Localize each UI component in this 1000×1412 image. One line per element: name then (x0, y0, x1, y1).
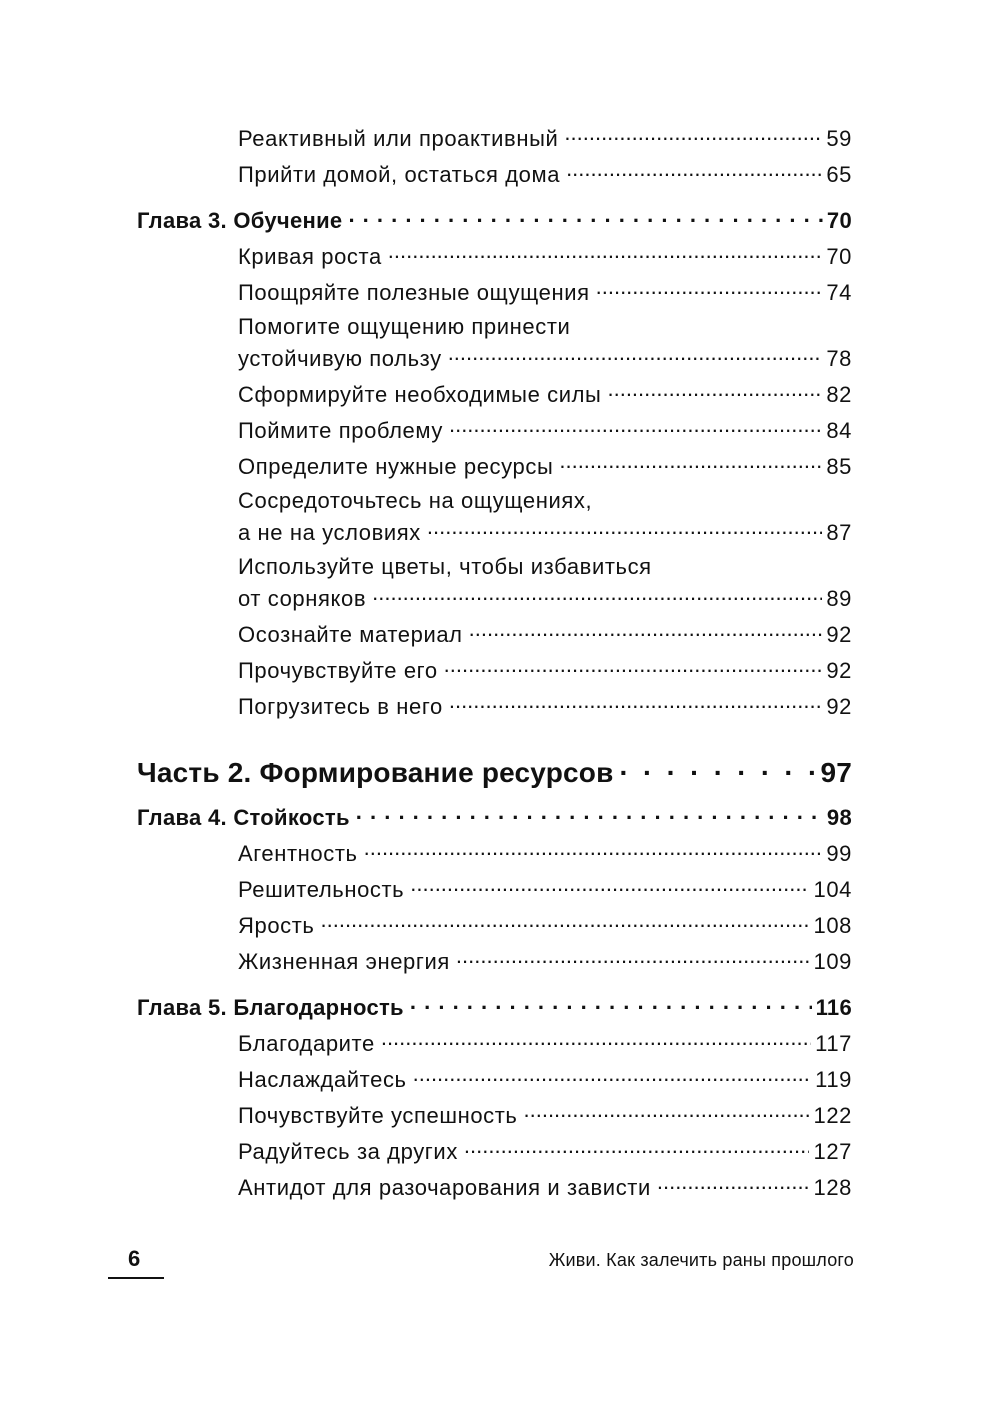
toc-entry-page: 65 (826, 162, 852, 187)
toc-entry (238, 947, 852, 975)
leader-dots (356, 803, 823, 825)
page-number-underline (108, 1277, 164, 1279)
toc-entry-page: 109 (813, 949, 852, 974)
page-number: 6 (128, 1246, 141, 1271)
toc-entry-page: 127 (813, 1139, 852, 1164)
leader-dots (566, 160, 822, 182)
toc-entry-page: 59 (826, 126, 852, 151)
toc-entry-page: 104 (813, 877, 852, 902)
toc-entry-title: Прочувствуйте его (238, 658, 438, 683)
toc-entry-title: Прийти домой, остаться дома (238, 162, 561, 187)
toc-entry-page: 99 (826, 841, 852, 866)
toc-entry-page: 85 (826, 454, 852, 479)
toc-entry-page: 128 (813, 1175, 852, 1200)
toc-chapter (137, 993, 852, 1021)
leader-dots (410, 993, 812, 1015)
toc-entry-title: Поймите проблему (238, 418, 443, 443)
toc-entry-title: Сформируйте необходимые силы (238, 382, 602, 407)
toc-entry (238, 839, 852, 867)
toc-entry (238, 1137, 852, 1165)
leader-dots (559, 452, 822, 474)
toc-entry-title: Благодарите (238, 1031, 375, 1056)
toc-entry (238, 875, 852, 903)
leader-dots (456, 947, 810, 969)
toc-entry-title: Жизненная энергия (238, 949, 450, 974)
toc-entry-title: Радуйтесь за других (238, 1139, 458, 1164)
toc-entry (238, 452, 852, 480)
toc-entry (238, 124, 852, 152)
leader-dots (372, 584, 822, 606)
toc-entry-page: 119 (815, 1067, 852, 1092)
toc-entry-first-line: Используйте цветы, чтобы избавиться (238, 554, 652, 579)
toc-entry (238, 380, 852, 408)
toc-entry (238, 416, 852, 444)
leader-dots (427, 518, 822, 540)
toc-entry-title: Кривая роста (238, 244, 382, 269)
leader-dots (364, 839, 823, 861)
toc-entry-page: 92 (826, 694, 852, 719)
toc-entry (238, 692, 852, 720)
toc-entry (238, 278, 852, 306)
toc-entry (238, 911, 852, 939)
toc-part (137, 754, 852, 789)
toc-chapter (137, 803, 852, 831)
toc-entry (238, 656, 852, 684)
toc-chapter-title: Глава 5. Благодарность (137, 995, 404, 1020)
toc-entry-title: Почувствуйте успешность (238, 1103, 518, 1128)
leader-dots (464, 1137, 810, 1159)
toc-entry-title: Ярость (238, 913, 315, 938)
toc-chapter-title: Глава 4. Стойкость (137, 805, 350, 830)
leader-dots (657, 1173, 810, 1195)
toc-entry-title: Определите нужные ресурсы (238, 454, 554, 479)
leader-dots (449, 416, 822, 438)
running-footer-title: Живи. Как залечить раны прошлого (548, 1250, 854, 1270)
toc-entry (238, 160, 852, 188)
toc-entry-page: 74 (826, 280, 852, 305)
toc-entry-title: Наслаждайтесь (238, 1067, 407, 1092)
toc-entry-title: Поощряйте полезные ощущения (238, 280, 590, 305)
toc-entry-first-line: Сосредоточьтесь на ощущениях, (238, 488, 593, 513)
toc-entry-title: Агентность (238, 841, 358, 866)
toc-chapter-page: 116 (815, 995, 852, 1020)
toc-entry-title: Осознайте материал (238, 622, 463, 647)
toc-entry (238, 1029, 852, 1057)
toc-entry-title: а не на условиях (238, 520, 421, 545)
toc-entry-page: 122 (813, 1103, 852, 1128)
toc-part-title: Часть 2. Формирование ресурсов (137, 757, 614, 788)
leader-dots (596, 278, 823, 300)
leader-dots (564, 124, 822, 146)
toc-chapter-page: 70 (826, 208, 852, 233)
toc-entry-title: устойчивую пользу (238, 346, 442, 371)
toc-entry-page: 92 (826, 658, 852, 683)
toc-entry (238, 1101, 852, 1129)
toc-entry-page: 108 (813, 913, 852, 938)
toc-entry-page: 78 (826, 346, 852, 371)
toc-entry-title: от сорняков (238, 586, 367, 611)
toc-entry (238, 584, 852, 612)
leader-dots (410, 875, 809, 897)
toc-entry (238, 620, 852, 648)
leader-dots (448, 344, 823, 366)
toc-entry (238, 242, 852, 270)
toc-chapter (137, 206, 852, 234)
leader-dots (413, 1065, 812, 1087)
toc-entry-page: 89 (826, 586, 852, 611)
leader-dots (381, 1029, 811, 1051)
toc-entry-page: 117 (815, 1031, 852, 1056)
leader-dots (449, 692, 822, 714)
toc-entry-title: Антидот для разочарования и зависти (238, 1175, 651, 1200)
leader-dots (607, 380, 822, 402)
leader-dots (469, 620, 823, 642)
toc-entry-page: 87 (826, 520, 852, 545)
toc-entry-page: 82 (826, 382, 852, 407)
leader-dots (620, 754, 817, 782)
leader-dots (524, 1101, 810, 1123)
toc-entry-title: Решительность (238, 877, 405, 902)
leader-dots (444, 656, 823, 678)
toc-part-page: 97 (820, 757, 852, 788)
toc-entry-page: 92 (826, 622, 852, 647)
toc-entry-page: 70 (826, 244, 852, 269)
toc-entry (238, 1173, 852, 1201)
toc-entry (238, 518, 852, 546)
toc-entry (238, 344, 852, 372)
toc-entry-title: Реактивный или проактивный (238, 126, 559, 151)
leader-dots (348, 206, 822, 228)
toc-chapter-title: Глава 3. Обучение (137, 208, 343, 233)
leader-dots (388, 242, 823, 264)
toc-entry-title: Погрузитесь в него (238, 694, 443, 719)
toc-entry-page: 84 (826, 418, 852, 443)
leader-dots (321, 911, 810, 933)
toc-entry (238, 1065, 852, 1093)
toc-entry-first-line: Помогите ощущению принести (238, 314, 571, 339)
toc-chapter-page: 98 (826, 805, 852, 830)
